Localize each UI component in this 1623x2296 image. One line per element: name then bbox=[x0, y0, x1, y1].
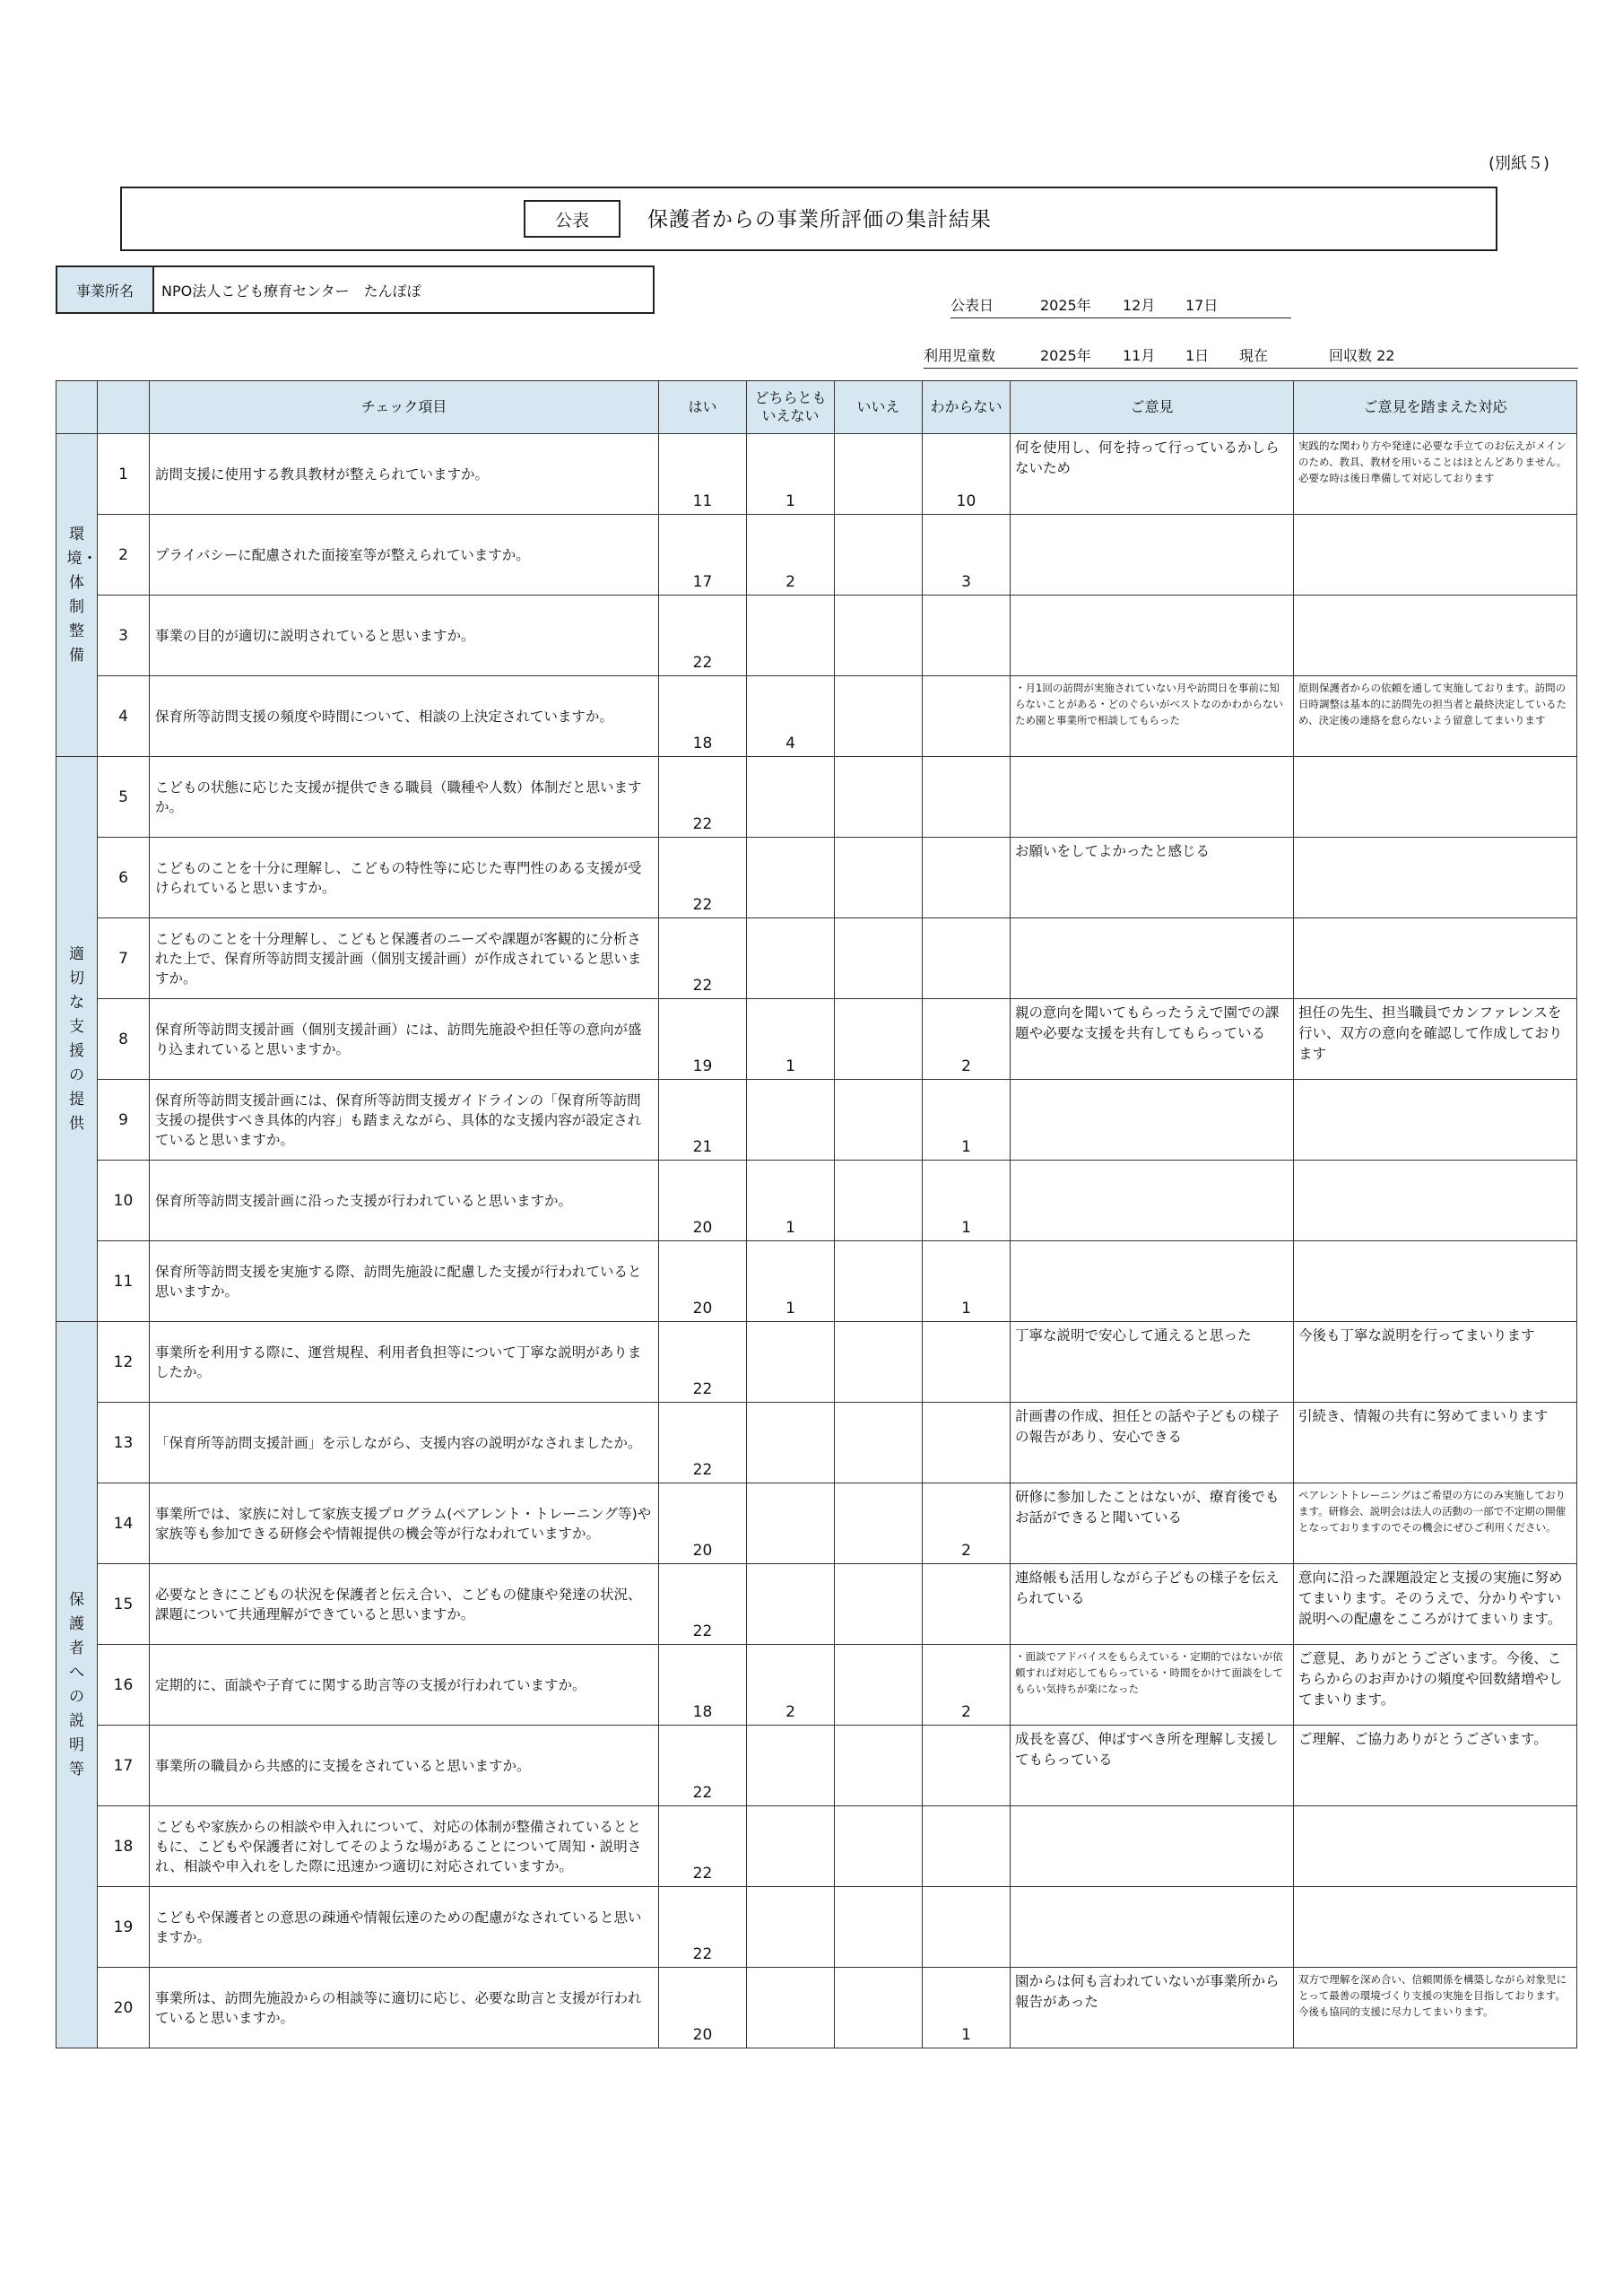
count-unknown-value bbox=[923, 833, 1010, 837]
count-unknown-value: 1 bbox=[961, 1219, 971, 1237]
header-unknown: わからない bbox=[923, 381, 1011, 434]
count-neither bbox=[747, 1483, 835, 1564]
count-no bbox=[835, 596, 923, 676]
category-label: 適切な支援の提供 bbox=[69, 944, 84, 1133]
item-question: 事業所では、家族に対して家族支援プログラム(ペアレント・トレーニング等)や家族等も参加できる研修会や情報提供の機会等が行なわれていますか。 bbox=[150, 1483, 659, 1564]
count-yes bbox=[659, 1080, 747, 1161]
table-row bbox=[56, 1080, 1577, 1161]
item-question: 事業の目的が適切に説明されていると思いますか。 bbox=[150, 596, 659, 676]
count-yes bbox=[659, 1322, 747, 1403]
count-yes bbox=[659, 596, 747, 676]
table-row bbox=[56, 1645, 1577, 1726]
category-cell bbox=[56, 1322, 98, 2048]
count-yes bbox=[659, 676, 747, 757]
header-item: チェック項目 bbox=[150, 381, 659, 434]
count-unknown bbox=[923, 1483, 1011, 1564]
count-no bbox=[835, 434, 923, 515]
count-no bbox=[835, 1645, 923, 1726]
item-number: 9 bbox=[98, 1080, 150, 1161]
count-neither-value bbox=[747, 995, 834, 998]
count-no bbox=[835, 515, 923, 596]
count-unknown bbox=[923, 1968, 1011, 2048]
count-no bbox=[835, 676, 923, 757]
header-response: ご意見を踏まえた対応 bbox=[1294, 381, 1577, 434]
table-row bbox=[56, 676, 1577, 757]
count-neither-value bbox=[747, 1883, 834, 1886]
item-number: 13 bbox=[98, 1403, 150, 1483]
count-yes-value: 22 bbox=[692, 654, 713, 672]
response-cell bbox=[1294, 1080, 1577, 1161]
item-number: 2 bbox=[98, 515, 150, 596]
count-yes-value: 20 bbox=[692, 1542, 713, 1560]
publication-badge: 公表 bbox=[524, 200, 621, 238]
count-neither bbox=[747, 1726, 835, 1806]
count-unknown-value: 2 bbox=[961, 1542, 971, 1560]
item-question: こどものことを十分理解し、こどもと保護者のニーズや課題が客観的に分析された上で、保育所等訪問支援計画（個別支援計画）が作成されていると思いますか。 bbox=[150, 918, 659, 999]
count-no-value bbox=[835, 1156, 922, 1160]
count-unknown bbox=[923, 1241, 1011, 1322]
opinion-cell bbox=[1011, 1241, 1294, 1322]
count-unknown bbox=[923, 1726, 1011, 1806]
count-unknown bbox=[923, 1806, 1011, 1887]
item-number: 14 bbox=[98, 1483, 150, 1564]
item-number: 19 bbox=[98, 1887, 150, 1968]
opinion-cell bbox=[1011, 1161, 1294, 1241]
count-unknown bbox=[923, 1080, 1011, 1161]
office-name: NPO法人こども療育センター たんぽぽ bbox=[161, 282, 421, 300]
publication-date bbox=[950, 294, 1291, 318]
count-yes-value: 22 bbox=[692, 1945, 713, 1963]
opinion-cell: 親の意向を聞いてもらったうえで園での課題や必要な支援を共有してもらっている bbox=[1011, 999, 1294, 1080]
count-neither-value: 1 bbox=[785, 1219, 795, 1237]
header-opinion: ご意見 bbox=[1011, 381, 1294, 434]
count-no bbox=[835, 1564, 923, 1645]
count-neither bbox=[747, 838, 835, 918]
count-unknown bbox=[923, 676, 1011, 757]
usage-label: 利用児童数 bbox=[924, 347, 996, 364]
table-row bbox=[56, 918, 1577, 999]
item-number: 20 bbox=[98, 1968, 150, 2048]
usage-info bbox=[924, 344, 1578, 369]
item-number: 16 bbox=[98, 1645, 150, 1726]
count-no-value bbox=[835, 591, 922, 595]
opinion-cell: ・面談でアドバイスをもらえている・定期的ではないが依頼すれば対応してもらっている・時間をかけて面談をしてもらい気持ちが楽になった bbox=[1011, 1645, 1294, 1726]
count-unknown-value: 1 bbox=[961, 2026, 971, 2044]
header-neither-line1: どちらとも bbox=[754, 389, 827, 406]
count-neither-value bbox=[747, 1802, 834, 1805]
count-neither bbox=[747, 1161, 835, 1241]
count-neither bbox=[747, 1806, 835, 1887]
count-yes bbox=[659, 1645, 747, 1726]
count-no bbox=[835, 1403, 923, 1483]
count-neither-value bbox=[747, 672, 834, 675]
count-neither-value bbox=[747, 914, 834, 918]
response-cell: 実践的な関わり方や発達に必要な手立てのお伝えがメインのため、教具、教材を用いることはほとんどありません。必要な時は後日準備して対応しております bbox=[1294, 434, 1577, 515]
count-yes-value: 20 bbox=[692, 1300, 713, 1318]
count-no-value bbox=[835, 752, 922, 756]
count-yes-value: 17 bbox=[692, 573, 713, 591]
count-yes-value: 22 bbox=[692, 1461, 713, 1479]
count-no-value bbox=[835, 1963, 922, 1967]
count-no-value bbox=[835, 833, 922, 837]
count-neither bbox=[747, 1241, 835, 1322]
count-neither-value bbox=[747, 1398, 834, 1402]
title-box bbox=[120, 187, 1497, 251]
header-blank bbox=[56, 381, 98, 434]
count-yes bbox=[659, 1483, 747, 1564]
opinion-cell bbox=[1011, 1080, 1294, 1161]
opinion-cell: 園からは何も言われていないが事業所から報告があった bbox=[1011, 1968, 1294, 2048]
count-yes bbox=[659, 918, 747, 999]
table-row bbox=[56, 999, 1577, 1080]
count-unknown-value bbox=[923, 752, 1010, 756]
count-unknown-value: 3 bbox=[961, 573, 971, 591]
response-cell bbox=[1294, 838, 1577, 918]
count-yes-value: 22 bbox=[692, 1865, 713, 1883]
item-question: 事業所は、訪問先施設からの相談等に適切に応じ、必要な助言と支援が行われていると思いますか。 bbox=[150, 1968, 659, 2048]
count-neither-value: 1 bbox=[785, 1057, 795, 1075]
count-unknown bbox=[923, 757, 1011, 838]
table-row bbox=[56, 838, 1577, 918]
opinion-cell: 何を使用し、何を持って行っているかしらないため bbox=[1011, 434, 1294, 515]
opinion-cell: 研修に参加したことはないが、療育後でもお話ができると聞いている bbox=[1011, 1483, 1294, 1564]
count-neither-value bbox=[747, 1560, 834, 1563]
count-unknown bbox=[923, 1887, 1011, 1968]
table-row bbox=[56, 1241, 1577, 1322]
opinion-cell: 成長を喜び、伸ばすべき所を理解し支援してもらっている bbox=[1011, 1726, 1294, 1806]
count-no-value bbox=[835, 510, 922, 514]
count-unknown bbox=[923, 596, 1011, 676]
item-question: 保育所等訪問支援の頻度や時間について、相談の上決定されていますか。 bbox=[150, 676, 659, 757]
count-yes bbox=[659, 757, 747, 838]
count-yes bbox=[659, 434, 747, 515]
count-no bbox=[835, 838, 923, 918]
response-cell: 担任の先生、担当職員でカンファレンスを行い、双方の意向を確認して作成しております bbox=[1294, 999, 1577, 1080]
office-box bbox=[56, 265, 655, 314]
count-unknown-value: 1 bbox=[961, 1300, 971, 1318]
count-unknown bbox=[923, 1403, 1011, 1483]
count-neither bbox=[747, 918, 835, 999]
count-no bbox=[835, 999, 923, 1080]
item-number: 11 bbox=[98, 1241, 150, 1322]
item-question: 事業所の職員から共感的に支援をされていると思いますか。 bbox=[150, 1726, 659, 1806]
publication-year: 2025年 bbox=[1040, 297, 1091, 314]
count-unknown-value bbox=[923, 1802, 1010, 1805]
count-unknown bbox=[923, 515, 1011, 596]
category-label: 環境・体制整備 bbox=[66, 525, 98, 665]
count-no-value bbox=[835, 914, 922, 918]
count-no-value bbox=[835, 672, 922, 675]
usage-year: 2025年 bbox=[1040, 347, 1091, 364]
count-no bbox=[835, 1726, 923, 1806]
count-neither-value bbox=[747, 833, 834, 837]
count-no bbox=[835, 1161, 923, 1241]
count-unknown-value bbox=[923, 1398, 1010, 1402]
count-neither-value: 1 bbox=[785, 1300, 795, 1318]
count-unknown-value bbox=[923, 1640, 1010, 1644]
response-cell: 原則保護者からの依頼を通して実施しております。訪問の日時調整は基本的に訪問先の担当者と最終決定しているため、決定後の連絡を怠らないよう留意してまいります bbox=[1294, 676, 1577, 757]
count-yes-value: 20 bbox=[692, 2026, 713, 2044]
item-question: 保育所等訪問支援を実施する際、訪問先施設に配慮した支援が行われていると思いますか。 bbox=[150, 1241, 659, 1322]
count-yes bbox=[659, 999, 747, 1080]
table-row bbox=[56, 434, 1577, 515]
item-number: 12 bbox=[98, 1322, 150, 1403]
item-number: 3 bbox=[98, 596, 150, 676]
office-label: 事業所名 bbox=[57, 267, 154, 312]
count-unknown bbox=[923, 1322, 1011, 1403]
count-yes-value: 22 bbox=[692, 1380, 713, 1398]
count-neither bbox=[747, 757, 835, 838]
item-question: 事業所を利用する際に、運営規程、利用者負担等について丁寧な説明がありましたか。 bbox=[150, 1322, 659, 1403]
opinion-cell bbox=[1011, 1887, 1294, 1968]
count-yes-value: 20 bbox=[692, 1219, 713, 1237]
opinion-cell: お願いをしてよかったと感じる bbox=[1011, 838, 1294, 918]
item-number: 17 bbox=[98, 1726, 150, 1806]
count-unknown-value: 1 bbox=[961, 1138, 971, 1156]
usage-day: 1日 bbox=[1185, 347, 1210, 364]
count-no-value bbox=[835, 1075, 922, 1079]
opinion-cell: 計画書の作成、担任との話や子どもの様子の報告があり、安心できる bbox=[1011, 1403, 1294, 1483]
count-unknown-value bbox=[923, 1479, 1010, 1483]
item-question: プライバシーに配慮された面接室等が整えられていますか。 bbox=[150, 515, 659, 596]
table-row bbox=[56, 1806, 1577, 1887]
count-yes-value: 22 bbox=[692, 1622, 713, 1640]
count-unknown-value bbox=[923, 914, 1010, 918]
count-unknown-value: 2 bbox=[961, 1703, 971, 1721]
count-yes bbox=[659, 515, 747, 596]
item-number: 18 bbox=[98, 1806, 150, 1887]
page-title: 保護者からの事業所評価の集計結果 bbox=[647, 208, 992, 231]
opinion-cell: 連絡帳も活用しながら子どもの様子を伝えられている bbox=[1011, 1564, 1294, 1645]
count-no bbox=[835, 1483, 923, 1564]
count-no bbox=[835, 757, 923, 838]
response-cell bbox=[1294, 1806, 1577, 1887]
count-neither bbox=[747, 1080, 835, 1161]
usage-month: 11月 bbox=[1123, 347, 1156, 364]
count-neither-value bbox=[747, 1156, 834, 1160]
count-no bbox=[835, 918, 923, 999]
count-neither bbox=[747, 999, 835, 1080]
count-unknown bbox=[923, 838, 1011, 918]
table-row bbox=[56, 1887, 1577, 1968]
count-yes bbox=[659, 1968, 747, 2048]
table-row bbox=[56, 1564, 1577, 1645]
table-row bbox=[56, 1968, 1577, 2048]
item-question: こどもや家族からの相談や申入れについて、対応の体制が整備されているとともに、こどもや保護者に対してそのような場があることについて周知・説明され、相談や申入れをした際に迅速かつ適切に対応されていますか。 bbox=[150, 1806, 659, 1887]
count-no-value bbox=[835, 1640, 922, 1644]
item-question: こどもの状態に応じた支援が提供できる職員（職種や人数）体制だと思いますか。 bbox=[150, 757, 659, 838]
count-neither bbox=[747, 515, 835, 596]
count-unknown bbox=[923, 1564, 1011, 1645]
opinion-cell: 丁寧な説明で安心して通えると思った bbox=[1011, 1322, 1294, 1403]
count-neither bbox=[747, 1403, 835, 1483]
table-header-row bbox=[56, 381, 1577, 434]
item-question: 訪問支援に使用する教具教材が整えられていますか。 bbox=[150, 434, 659, 515]
count-yes bbox=[659, 1564, 747, 1645]
count-neither bbox=[747, 1645, 835, 1726]
response-cell bbox=[1294, 1161, 1577, 1241]
count-unknown bbox=[923, 1645, 1011, 1726]
count-yes bbox=[659, 1403, 747, 1483]
item-question: 保育所等訪問支援計画には、保育所等訪問支援ガイドラインの「保育所等訪問支援の提供すべき具体的内容」も踏まえながら、具体的な支援内容が設定されていると思いますか。 bbox=[150, 1080, 659, 1161]
publication-month: 12月 bbox=[1123, 297, 1156, 314]
count-unknown-value bbox=[923, 672, 1010, 675]
response-cell bbox=[1294, 515, 1577, 596]
opinion-cell bbox=[1011, 1806, 1294, 1887]
count-no bbox=[835, 1806, 923, 1887]
table-row bbox=[56, 1161, 1577, 1241]
count-yes bbox=[659, 1161, 747, 1241]
attachment-label: (別紙５) bbox=[1488, 154, 1550, 173]
count-no-value bbox=[835, 1398, 922, 1402]
count-neither bbox=[747, 1564, 835, 1645]
count-yes bbox=[659, 1887, 747, 1968]
response-cell: ペアレントトレーニングはご希望の方にのみ実施しております。研修会、説明会は法人の活動の一部で不定期の開催となっておりますのでその機会にぜひご利用ください。 bbox=[1294, 1483, 1577, 1564]
table-row bbox=[56, 1403, 1577, 1483]
item-number: 8 bbox=[98, 999, 150, 1080]
opinion-cell: ・月1回の訪問が実施されていない月や訪問日を事前に知らないことがある・どのぐらいがベストなのかわからないため園と事業所で相談してもらった bbox=[1011, 676, 1294, 757]
response-cell bbox=[1294, 596, 1577, 676]
response-cell bbox=[1294, 1887, 1577, 1968]
opinion-cell bbox=[1011, 596, 1294, 676]
response-cell bbox=[1294, 757, 1577, 838]
count-no bbox=[835, 1322, 923, 1403]
count-neither-value bbox=[747, 2044, 834, 2048]
response-cell: ご意見、ありがとうございます。今後、こちらからのお声かけの頻度や回数緒増やしてまいります。 bbox=[1294, 1645, 1577, 1726]
count-no-value bbox=[835, 1479, 922, 1483]
count-yes-value: 22 bbox=[692, 815, 713, 833]
count-unknown-value bbox=[923, 1883, 1010, 1886]
count-yes-value: 21 bbox=[692, 1138, 713, 1156]
category-cell bbox=[56, 757, 98, 1322]
count-no-value bbox=[835, 1560, 922, 1563]
count-no-value bbox=[835, 1883, 922, 1886]
item-number: 1 bbox=[98, 434, 150, 515]
response-cell: 今後も丁寧な説明を行ってまいります bbox=[1294, 1322, 1577, 1403]
table-row bbox=[56, 1322, 1577, 1403]
count-unknown bbox=[923, 999, 1011, 1080]
category-cell bbox=[56, 434, 98, 757]
count-yes bbox=[659, 1726, 747, 1806]
count-unknown bbox=[923, 434, 1011, 515]
count-neither bbox=[747, 1887, 835, 1968]
header-no: いいえ bbox=[835, 381, 923, 434]
count-neither-value bbox=[747, 1963, 834, 1967]
count-unknown bbox=[923, 1161, 1011, 1241]
publication-day: 17日 bbox=[1185, 297, 1219, 314]
item-question: こどものことを十分に理解し、こどもの特性等に応じた専門性のある支援が受けられていると思いますか。 bbox=[150, 838, 659, 918]
category-label: 保護者への説明等 bbox=[69, 1590, 84, 1779]
count-neither bbox=[747, 1968, 835, 2048]
item-question: こどもや保護者との意思の疎通や情報伝達のための配慮がなされていると思いますか。 bbox=[150, 1887, 659, 1968]
count-yes-value: 22 bbox=[692, 1784, 713, 1802]
opinion-cell bbox=[1011, 918, 1294, 999]
response-cell bbox=[1294, 1241, 1577, 1322]
count-neither-value: 2 bbox=[785, 1703, 795, 1721]
header-blank bbox=[98, 381, 150, 434]
item-number: 7 bbox=[98, 918, 150, 999]
count-no bbox=[835, 1241, 923, 1322]
count-no-value bbox=[835, 1237, 922, 1240]
count-yes-value: 18 bbox=[692, 735, 713, 752]
item-number: 10 bbox=[98, 1161, 150, 1241]
count-no-value bbox=[835, 2044, 922, 2048]
count-yes bbox=[659, 1806, 747, 1887]
count-yes-value: 19 bbox=[692, 1057, 713, 1075]
count-neither-value: 1 bbox=[785, 492, 795, 510]
count-unknown-value bbox=[923, 995, 1010, 998]
count-no bbox=[835, 1080, 923, 1161]
header-neither bbox=[747, 381, 835, 434]
response-count: 回収数 22 bbox=[1329, 347, 1395, 364]
count-unknown bbox=[923, 918, 1011, 999]
count-no-value bbox=[835, 1802, 922, 1805]
item-number: 6 bbox=[98, 838, 150, 918]
opinion-cell bbox=[1011, 757, 1294, 838]
response-cell: ご理解、ご協力ありがとうございます。 bbox=[1294, 1726, 1577, 1806]
item-question: 保育所等訪問支援計画（個別支援計画）には、訪問先施設や担任等の意向が盛り込まれていると思いますか。 bbox=[150, 999, 659, 1080]
item-question: 定期的に、面談や子育てに関する助言等の支援が行われていますか。 bbox=[150, 1645, 659, 1726]
count-yes bbox=[659, 838, 747, 918]
item-question: 必要なときにこどもの状況を保護者と伝え合い、こどもの健康や発達の状況、課題について共通理解ができていると思いますか。 bbox=[150, 1564, 659, 1645]
count-neither bbox=[747, 1322, 835, 1403]
count-no bbox=[835, 1968, 923, 2048]
count-neither-value: 4 bbox=[785, 735, 795, 752]
count-no-value bbox=[835, 1721, 922, 1725]
header-neither-line2: いえない bbox=[761, 407, 820, 424]
count-yes-value: 22 bbox=[692, 896, 713, 914]
count-no-value bbox=[835, 995, 922, 998]
item-number: 5 bbox=[98, 757, 150, 838]
item-question: 保育所等訪問支援計画に沿った支援が行われていると思いますか。 bbox=[150, 1161, 659, 1241]
usage-current: 現在 bbox=[1239, 347, 1269, 364]
item-question: 「保育所等訪問支援計画」を示しながら、支援内容の説明がなされましたか。 bbox=[150, 1403, 659, 1483]
opinion-cell bbox=[1011, 515, 1294, 596]
item-number: 15 bbox=[98, 1564, 150, 1645]
count-yes-value: 22 bbox=[692, 977, 713, 995]
publication-date-label: 公表日 bbox=[950, 297, 994, 314]
table-row bbox=[56, 1483, 1577, 1564]
count-neither-value bbox=[747, 1640, 834, 1644]
count-unknown-value: 2 bbox=[961, 1057, 971, 1075]
survey-table bbox=[56, 380, 1577, 2048]
count-no-value bbox=[835, 1318, 922, 1321]
header-yes: はい bbox=[659, 381, 747, 434]
count-unknown-value: 10 bbox=[956, 492, 976, 510]
response-cell: 意向に沿った課題設定と支援の実施に努めてまいります。そのうえで、分かりやすい説明への配慮をこころがけてまいります。 bbox=[1294, 1564, 1577, 1645]
item-number: 4 bbox=[98, 676, 150, 757]
response-cell: 双方で理解を深め合い、信頼関係を構築しながら対象児にとって最善の環境づくり支援の実施を目指しております。今後も協同的支援に尽力してまいります。 bbox=[1294, 1968, 1577, 2048]
response-cell bbox=[1294, 918, 1577, 999]
count-neither bbox=[747, 596, 835, 676]
count-yes bbox=[659, 1241, 747, 1322]
count-no bbox=[835, 1887, 923, 1968]
response-cell: 引続き、情報の共有に努めてまいります bbox=[1294, 1403, 1577, 1483]
count-unknown-value bbox=[923, 1963, 1010, 1967]
table-row bbox=[56, 757, 1577, 838]
table-row bbox=[56, 596, 1577, 676]
count-neither bbox=[747, 434, 835, 515]
count-neither bbox=[747, 676, 835, 757]
table-row bbox=[56, 515, 1577, 596]
count-yes-value: 11 bbox=[692, 492, 713, 510]
count-yes-value: 18 bbox=[692, 1703, 713, 1721]
count-neither-value: 2 bbox=[785, 573, 795, 591]
count-neither-value bbox=[747, 1479, 834, 1483]
table-row bbox=[56, 1726, 1577, 1806]
